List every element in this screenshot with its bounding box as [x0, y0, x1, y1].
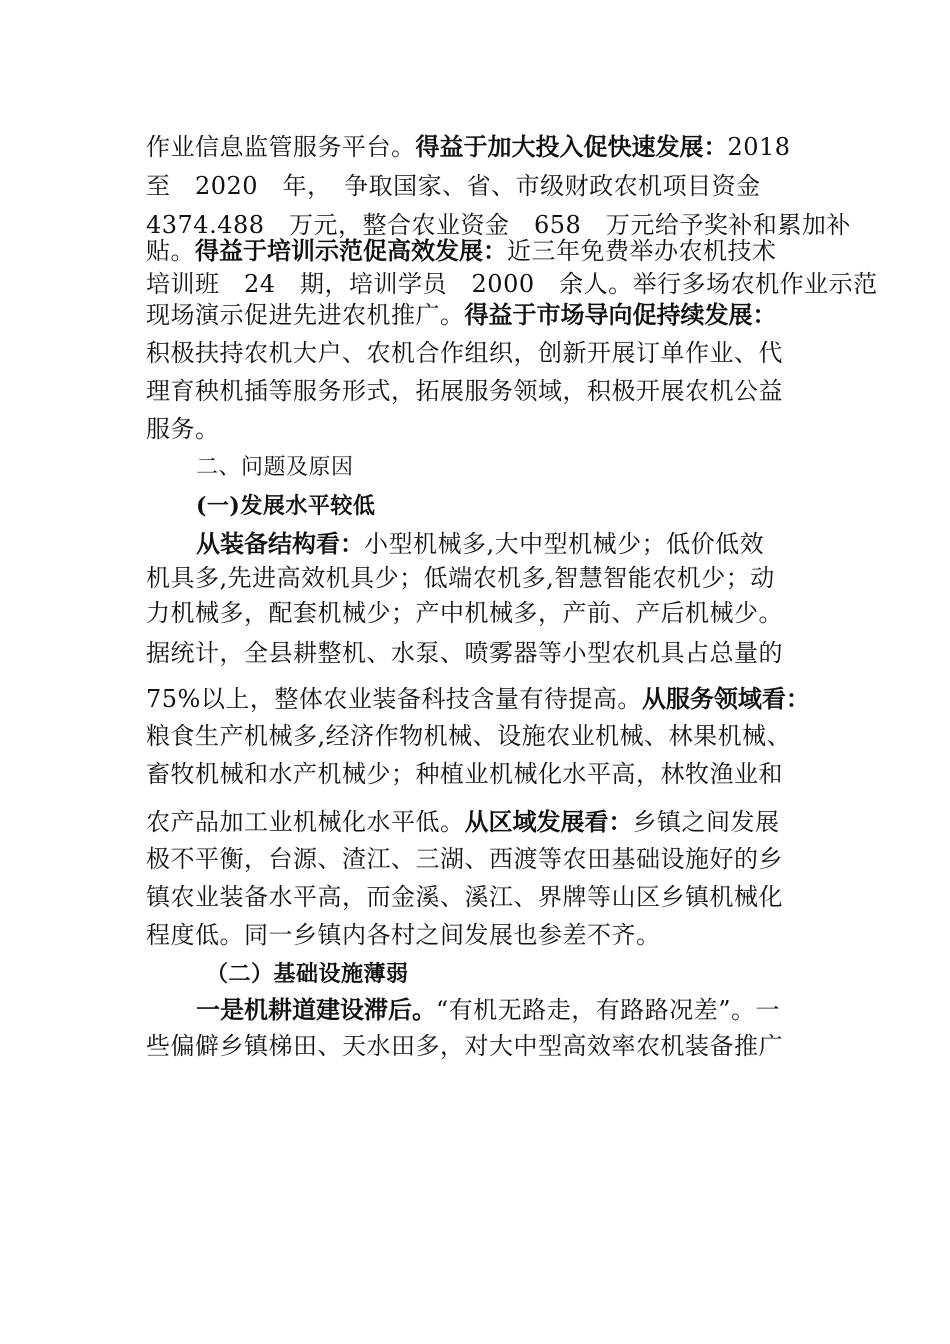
body-text: “有机无路走，有路路况差”。一 [436, 996, 781, 1024]
paragraph-line [146, 637, 783, 669]
paragraph-line [146, 337, 783, 369]
body-text: 小型机械多,大中型机械少；低价低效 [364, 530, 765, 558]
bold-heading-text: 得益于加大投入促快速发展： [415, 133, 728, 161]
body-text: 粮食生产机械多,经济作物机械、设施农业机械、林果机械、 [146, 722, 792, 750]
bold-heading-text: 从服务领域看： [641, 685, 810, 713]
paragraph-line [146, 299, 777, 331]
body-text: 积极扶持农机大户、农机合作组织，创新开展订单作业、代 [146, 339, 783, 367]
body-text: 据统计，全县耕整机、水泵、喷雾器等小型农机具占总量的 [146, 639, 783, 667]
bold-heading-text: 得益于培训示范促高效发展： [195, 237, 507, 265]
paragraph-line [146, 720, 791, 752]
paragraph-line [146, 597, 783, 629]
body-text: 2018 [727, 133, 791, 161]
body-text: 作业信息监管服务平台。 [146, 133, 416, 161]
paragraph-line [146, 170, 761, 202]
bold-heading-text: 一是机耕道建设滞后。 [196, 996, 436, 1024]
paragraph-line [146, 375, 783, 407]
body-text: 乡镇之间发展 [632, 808, 780, 836]
body-text: 近三年免费举办农机技术 [507, 237, 777, 265]
body-text: 力机械多，配套机械少；产中机械多，产前、产后机械少。 [146, 599, 783, 627]
body-text: 程度低。同一乡镇内各村之间发展也参差不齐。 [146, 921, 661, 949]
paragraph-line [146, 562, 775, 594]
subsection-heading-text: (一)发展水平较低 [196, 493, 376, 519]
paragraph-line [196, 528, 764, 560]
body-text: 培训班 24 期，培训学员 2000 余人。举行多场农机作业示范 [146, 270, 878, 298]
paragraph-line [146, 683, 810, 715]
paragraph-line [196, 994, 780, 1026]
paragraph-line [146, 881, 783, 913]
paragraph-line [146, 758, 783, 790]
body-text: 镇农业装备水平高，而金溪、溪江、界牌等山区乡镇机械化 [146, 883, 783, 911]
body-text: 畜牧机械和水产机械少；种植业机械化水平高，林牧渔业和 [146, 760, 783, 788]
paragraph-line [146, 1030, 783, 1062]
paragraph-line [146, 235, 777, 267]
body-text: 理育秧机插等服务形式，拓展服务领域，积极开展农机公益 [146, 377, 783, 405]
body-text: 4374.488 万元，整合农业资金 658 万元给予奖补和累加补 [146, 211, 851, 239]
bold-heading-text: 得益于市场导向促持续发展： [464, 301, 777, 329]
body-text: 至 2020 年， 争取国家、省、市级财政农机项目资金 [146, 172, 761, 200]
body-text: 些偏僻乡镇梯田、天水田多，对大中型高效率农机装备推广 [146, 1032, 783, 1060]
section-heading [196, 452, 354, 484]
paragraph-line [146, 919, 661, 951]
bold-heading-text: 从装备结构看： [196, 530, 364, 558]
subsection-heading [196, 490, 375, 522]
body-text: 现场演示促进先进农机推广。 [146, 301, 465, 329]
body-text: 贴。 [146, 237, 195, 265]
subsection-heading [206, 958, 409, 990]
paragraph-line [146, 843, 783, 875]
subsection-heading-text: （二）基础设施薄弱 [206, 961, 409, 987]
paragraph-line [146, 131, 791, 163]
paragraph-line [146, 413, 220, 445]
body-text: 农产品加工业机械化水平低。 [146, 808, 465, 836]
body-text: 服务。 [146, 415, 220, 443]
body-text: 极不平衡，台源、渣江、三湖、西渡等农田基础设施好的乡 [146, 845, 783, 873]
paragraph-line [146, 806, 780, 838]
bold-heading-text: 从区域发展看： [464, 808, 633, 836]
body-text: 机具多,先进高效机具少；低端农机多,智慧智能农机少；动 [146, 564, 775, 592]
body-text: 75%以上，整体农业装备科技含量有待提高。 [146, 685, 642, 713]
paragraph-line [146, 268, 878, 300]
section-heading-text: 二、问题及原因 [196, 455, 354, 480]
